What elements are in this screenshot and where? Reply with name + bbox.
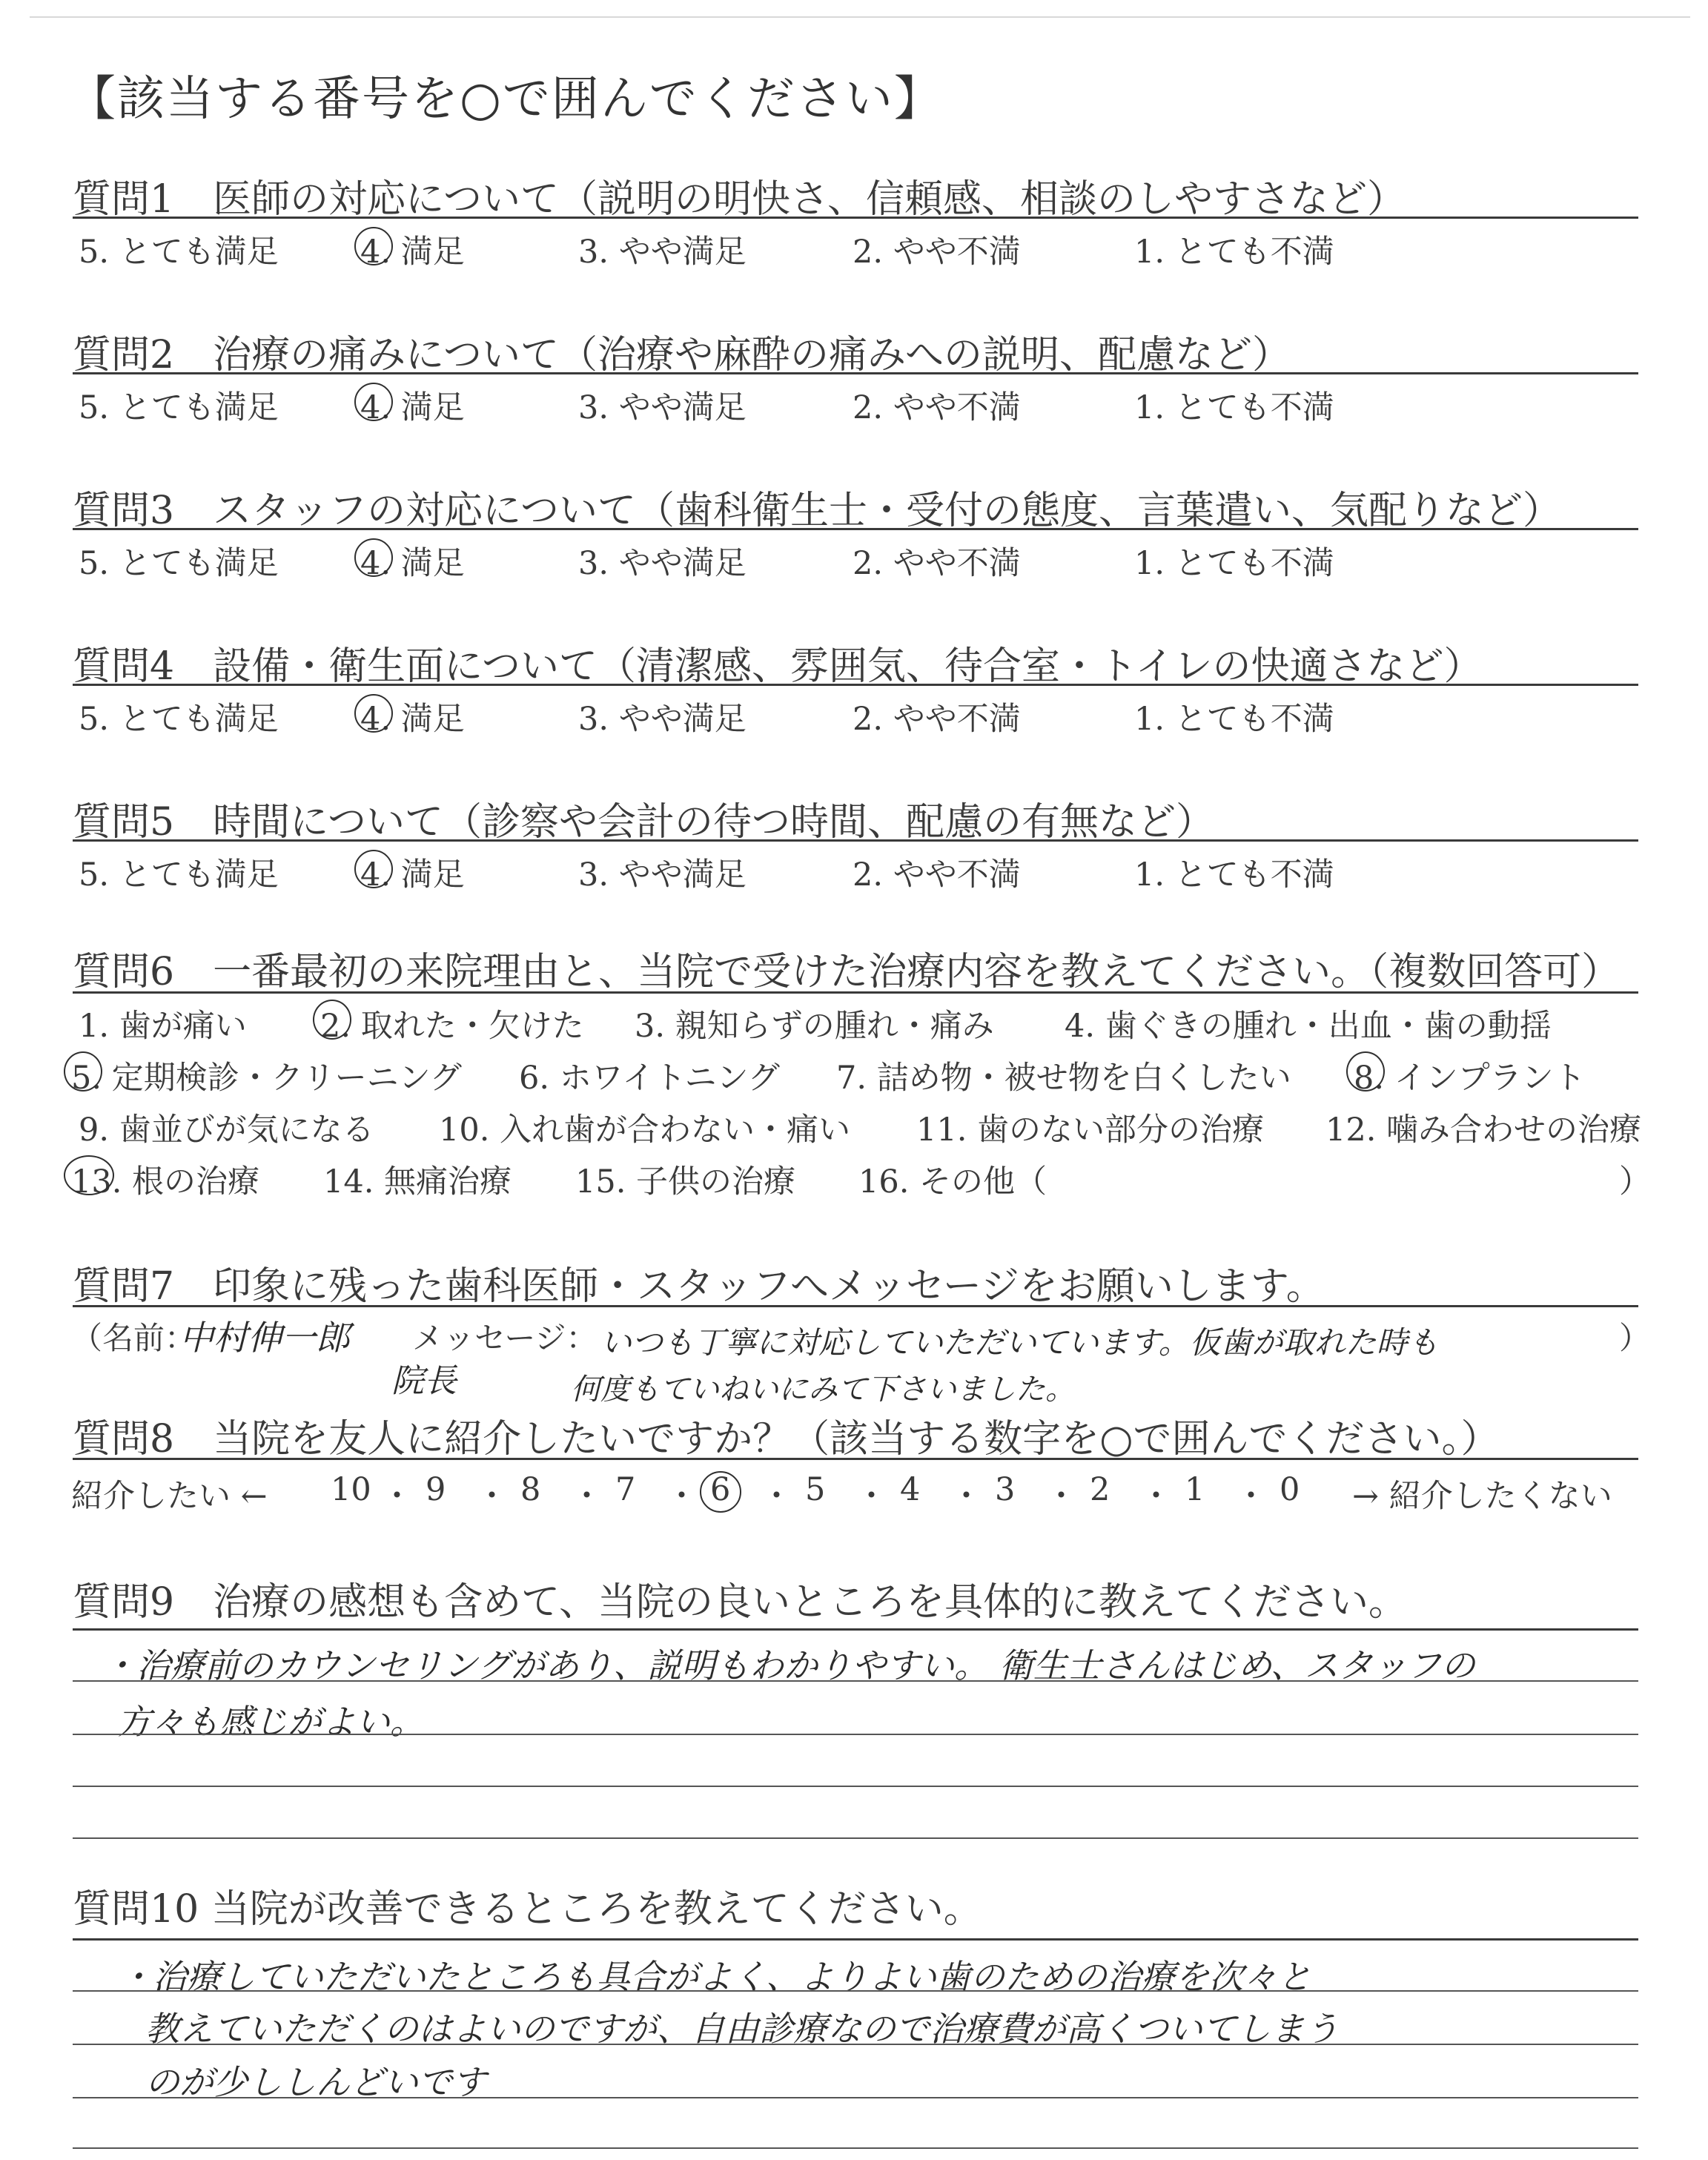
selection-circle bbox=[354, 850, 393, 888]
selection-circle bbox=[700, 1471, 741, 1513]
q3-option[interactable]: 4. 満足 bbox=[360, 545, 465, 582]
q2-option[interactable]: 2. やや不満 bbox=[853, 389, 1021, 426]
q8-right-label: → 紹介したくない bbox=[1352, 1478, 1612, 1515]
q6-option[interactable]: 14. 無痛治療 bbox=[323, 1163, 512, 1200]
q4-title: 質問4 設備・衛生面について（清潔感、雰囲気、待合室・トイレの快適さなど） bbox=[73, 644, 1483, 689]
q3-rule bbox=[73, 528, 1638, 530]
q8-scale-number[interactable]: 0 bbox=[1280, 1471, 1300, 1508]
q6-option[interactable]: 4. 歯ぐきの腫れ・出血・歯の動揺 bbox=[1065, 1008, 1552, 1045]
q9-answer-line1: ・治療前のカウンセリングがあり、説明もわかりやすい。 衛生士さんはじめ、スタッフの bbox=[102, 1645, 1475, 1685]
q9-writing-line bbox=[73, 1837, 1638, 1839]
q8-scale-number[interactable]: 3 bbox=[995, 1471, 1016, 1508]
q6-option[interactable]: 6. ホワイトニング bbox=[519, 1060, 780, 1097]
q1-option[interactable]: 4. 満足 bbox=[360, 234, 465, 271]
selection-circle bbox=[1346, 1051, 1385, 1091]
q8-rule bbox=[73, 1458, 1638, 1460]
selection-circle bbox=[64, 1051, 102, 1091]
q6-option[interactable]: 12. 噛み合わせの治療 bbox=[1325, 1112, 1642, 1149]
q8-scale-number[interactable]: 9 bbox=[426, 1471, 446, 1508]
q8-scale-number[interactable]: 5 bbox=[805, 1471, 826, 1508]
q9-writing-line bbox=[73, 1680, 1638, 1682]
q5-option[interactable]: 2. やや不満 bbox=[853, 856, 1021, 894]
q8-scale-number[interactable]: 8 bbox=[520, 1471, 541, 1508]
q1-rule bbox=[73, 217, 1638, 219]
q10-answer-line3: のが少ししんどいです bbox=[145, 2062, 486, 2102]
q5-option[interactable]: 5. とても満足 bbox=[79, 856, 279, 894]
q6-option[interactable]: 10. 入れ歯が合わない・痛い bbox=[439, 1112, 851, 1149]
q5-option[interactable]: 1. とても不満 bbox=[1134, 856, 1334, 894]
q6-title: 質問6 一番最初の来院理由と、当院で受けた治療内容を教えてください。（複数回答可） bbox=[73, 950, 1621, 994]
q1-option[interactable]: 5. とても満足 bbox=[79, 234, 279, 271]
q10-writing-line bbox=[73, 1990, 1638, 1992]
q9-writing-line bbox=[73, 1786, 1638, 1787]
q9-title: 質問9 治療の感想も含めて、当院の良いところを具体的に教えてください。 bbox=[73, 1580, 1408, 1625]
selection-circle bbox=[313, 1000, 351, 1040]
q8-scale-separator: ・ bbox=[571, 1478, 603, 1515]
q10-answer-line2: 教えていただくのはよいのですが、自由診療なので治療費が高くついてしまう bbox=[145, 2009, 1339, 2049]
q7-rule bbox=[73, 1305, 1638, 1307]
q10-answer-line1: ・治療していただいたところも具合がよく、よりよい歯のための治療を次々と bbox=[119, 1957, 1312, 1997]
q10-writing-line bbox=[73, 2097, 1638, 2098]
q2-rule bbox=[73, 372, 1638, 374]
q8-scale-number[interactable]: 7 bbox=[615, 1471, 636, 1508]
q8-scale-separator: ・ bbox=[1045, 1478, 1077, 1515]
q7-name-role: 院長 bbox=[391, 1362, 457, 1400]
q8-scale-separator: ・ bbox=[381, 1478, 413, 1515]
q6-option[interactable]: 15. 子供の治療 bbox=[575, 1163, 796, 1200]
selection-circle bbox=[354, 538, 393, 577]
q6-option[interactable]: 3. 親知らずの腫れ・痛み bbox=[635, 1008, 994, 1045]
q3-option[interactable]: 1. とても不満 bbox=[1134, 545, 1334, 582]
q2-option[interactable]: 3. やや満足 bbox=[578, 389, 747, 426]
q2-option[interactable]: 1. とても不満 bbox=[1134, 389, 1334, 426]
q6-option[interactable]: 2. 取れた・欠けた bbox=[320, 1008, 584, 1045]
q8-title: 質問8 当院を友人に紹介したいですか？（該当する数字を○で囲んでください。） bbox=[73, 1417, 1500, 1462]
q7-message-label: メッセージ： bbox=[412, 1320, 598, 1356]
q4-option[interactable]: 3. やや満足 bbox=[578, 701, 747, 738]
selection-circle bbox=[354, 694, 393, 733]
q1-option[interactable]: 1. とても不満 bbox=[1134, 234, 1334, 271]
page-header: 【該当する番号を○で囲んでください】 bbox=[68, 72, 943, 127]
q1-title: 質問1 医師の対応について（説明の明快さ、信頼感、相談のしやすさなど） bbox=[73, 177, 1406, 222]
q5-title: 質問5 時間について（診察や会計の待つ時間、配慮の有無など） bbox=[73, 800, 1215, 845]
q4-option[interactable]: 5. とても満足 bbox=[79, 701, 279, 738]
q10-writing-line bbox=[73, 2147, 1638, 2149]
q9-answer-line2: 方々も感じがよい。 bbox=[117, 1702, 424, 1742]
q6-rule bbox=[73, 991, 1638, 994]
q10-title: 質問10 当院が改善できるところを教えてください。 bbox=[73, 1887, 982, 1932]
q7-title: 質問7 印象に残った歯科医師・スタッフへメッセージをお願いします。 bbox=[73, 1264, 1325, 1309]
q4-rule bbox=[73, 684, 1638, 686]
q7-close-paren: ） bbox=[1619, 1320, 1651, 1356]
q6-option[interactable]: 7. 詰め物・被せ物を白くしたい bbox=[836, 1060, 1291, 1097]
q6-option[interactable]: 11. 歯のない部分の治療 bbox=[916, 1112, 1265, 1149]
q7-name-value: 中村伸一郎 bbox=[179, 1318, 350, 1358]
q8-scale-separator: ・ bbox=[1140, 1478, 1172, 1515]
q8-scale-number[interactable]: 2 bbox=[1090, 1471, 1110, 1508]
q6-option[interactable]: 16. その他（ bbox=[858, 1163, 1047, 1200]
q5-option[interactable]: 3. やや満足 bbox=[578, 856, 747, 894]
q8-scale-separator: ・ bbox=[761, 1478, 792, 1515]
q1-option[interactable]: 3. やや満足 bbox=[578, 234, 747, 271]
q4-option[interactable]: 4. 満足 bbox=[360, 701, 465, 738]
q8-scale-number[interactable]: 10 bbox=[331, 1471, 371, 1508]
selection-circle bbox=[354, 227, 393, 265]
q8-scale-number[interactable]: 6 bbox=[710, 1471, 731, 1508]
q7-message-line2: 何度もていねいにみて下さいました。 bbox=[571, 1373, 1075, 1407]
q6-option[interactable]: 13. 根の治療 bbox=[71, 1163, 260, 1200]
q10-writing-line bbox=[73, 2044, 1638, 2045]
q8-scale-separator: ・ bbox=[855, 1478, 887, 1515]
q8-left-label: 紹介したい ← bbox=[71, 1478, 268, 1515]
q5-option[interactable]: 4. 満足 bbox=[360, 856, 465, 894]
q8-scale-separator: ・ bbox=[1235, 1478, 1267, 1515]
q9-rule bbox=[73, 1628, 1638, 1631]
q7-message-line1: いつも丁寧に対応していただいています。仮歯が取れた時も bbox=[600, 1324, 1439, 1361]
q8-scale-separator: ・ bbox=[950, 1478, 982, 1515]
q4-option[interactable]: 2. やや不満 bbox=[853, 701, 1021, 738]
q3-title: 質問3 スタッフの対応について（歯科衛生士・受付の態度、言葉遣い、気配りなど） bbox=[73, 489, 1562, 533]
q6-option[interactable]: ） bbox=[1619, 1163, 1651, 1200]
q6-option[interactable]: 9. 歯並びが気になる bbox=[79, 1112, 374, 1149]
q2-option[interactable]: 5. とても満足 bbox=[79, 389, 279, 426]
q9-writing-line bbox=[73, 1734, 1638, 1735]
q7-name-label: （名前： bbox=[71, 1320, 196, 1356]
q8-scale-separator: ・ bbox=[666, 1478, 698, 1515]
q3-option[interactable]: 2. やや不満 bbox=[853, 545, 1021, 582]
q3-option[interactable]: 5. とても満足 bbox=[79, 545, 279, 582]
q3-option[interactable]: 3. やや満足 bbox=[578, 545, 747, 582]
selection-circle bbox=[354, 383, 393, 421]
q6-option[interactable]: 5. 定期検診・クリーニング bbox=[71, 1060, 462, 1097]
q10-rule bbox=[73, 1938, 1638, 1941]
q2-title: 質問2 治療の痛みについて（治療や麻酔の痛みへの説明、配慮など） bbox=[73, 333, 1291, 377]
q8-scale-number[interactable]: 1 bbox=[1185, 1471, 1205, 1508]
q2-option[interactable]: 4. 満足 bbox=[360, 389, 465, 426]
q8-scale-number[interactable]: 4 bbox=[900, 1471, 921, 1508]
q8-scale-separator: ・ bbox=[476, 1478, 508, 1515]
top-border bbox=[30, 16, 1690, 18]
q5-rule bbox=[73, 839, 1638, 842]
q4-option[interactable]: 1. とても不満 bbox=[1134, 701, 1334, 738]
q6-option[interactable]: 1. 歯が痛い bbox=[79, 1008, 247, 1045]
q6-option[interactable]: 8. インプラント bbox=[1354, 1060, 1586, 1097]
selection-circle bbox=[64, 1155, 114, 1195]
q1-option[interactable]: 2. やや不満 bbox=[853, 234, 1021, 271]
